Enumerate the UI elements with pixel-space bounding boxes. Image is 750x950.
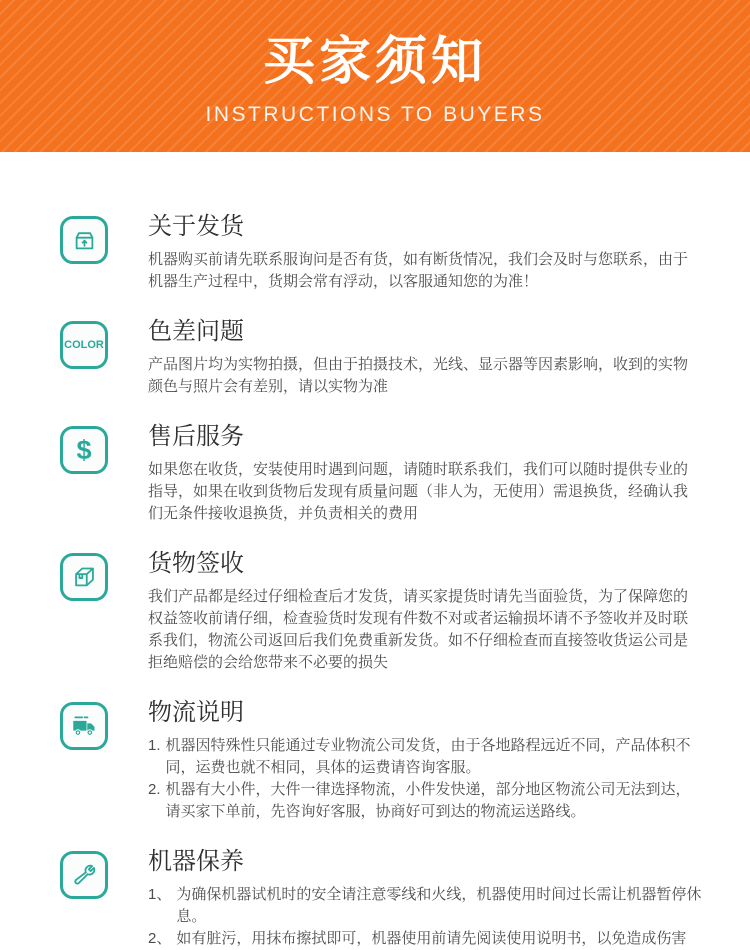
truck-icon (60, 702, 108, 750)
list-marker: 1、 (148, 886, 172, 903)
color-icon-label: COLOR (64, 339, 104, 351)
section-goods-receipt (60, 549, 702, 674)
dollar-icon (60, 426, 108, 474)
color-swatch-icon (60, 321, 108, 369)
list-marker: 2、 (148, 930, 172, 947)
section-body: 如果您在收货，安装使用时遇到问题，请随时联系我们，我们可以随时提供专业的指导，如果在收到货物后发现有质量问题（非人为，无使用）需退换货，经确认我们无条件接收退换货，并负责相关的费用 (148, 461, 689, 522)
section-title: 货物签收 (148, 550, 244, 577)
section-title: 物流说明 (148, 699, 244, 726)
section-color-difference (60, 317, 702, 398)
section-logistics (60, 698, 702, 823)
list-item (148, 735, 702, 779)
header-banner (0, 0, 750, 152)
list-marker: 2. (148, 781, 161, 798)
section-shipping (60, 212, 702, 293)
box-3d-icon (60, 553, 108, 601)
section-after-sales (60, 422, 702, 525)
dollar-icon-label: $ (76, 434, 92, 465)
package-icon (60, 216, 108, 264)
section-title: 关于发货 (148, 213, 244, 240)
section-body (148, 735, 702, 823)
list-marker: 1. (148, 737, 161, 754)
section-body: 我们产品都是经过仔细检查后才发货，请买家提货时请先当面验货，为了保障您的权益签收前请仔细，检查验货时发现有件数不对或者运输损坏请不予签收并及时联系我们，物流公司返回后我们免费重新发货。如不仔细检查而直接签收货运公司是拒绝赔偿的会给您带来不必要的损失 (148, 588, 689, 671)
list-text: 机器有大小件，大件一律选择物流，小件发快递，部分地区物流公司无法到达，请买家下单前，先咨询好客服，协商好可到达的物流运送路线。 (165, 781, 691, 820)
page-title: 买家须知 (262, 33, 487, 91)
list-text: 机器因特殊性只能通过专业物流公司发货，由于各地路程远近不同，产品体积不同，运费也就不相同，具体的运费请咨询客服。 (165, 737, 691, 776)
wrench-icon (60, 851, 108, 899)
list-item (148, 884, 702, 928)
section-title: 机器保养 (148, 848, 244, 875)
list-text: 如有脏污，用抹布擦拭即可，机器使用前请先阅读使用说明书，以免造成伤害 (176, 930, 687, 947)
section-title: 色差问题 (148, 318, 244, 345)
section-body (148, 884, 702, 950)
list-item (148, 928, 702, 950)
section-maintenance (60, 847, 702, 950)
section-title: 售后服务 (148, 423, 244, 450)
page-subtitle: INSTRUCTIONS TO BUYERS (205, 103, 545, 127)
notice-sections (0, 152, 750, 950)
section-body: 产品图片均为实物拍摄，但由于拍摄技术，光线、显示器等因素影响，收到的实物颜色与照片会有差别，请以实物为准 (148, 356, 689, 395)
section-body: 机器购买前请先联系服询问是否有货，如有断货情况，我们会及时与您联系，由于机器生产过程中，货期会常有浮动，以客服通知您的为准！ (148, 251, 689, 290)
list-text: 为确保机器试机时的安全请注意零线和火线，机器使用时间过长需让机器暂停休息。 (176, 886, 702, 925)
list-item (148, 779, 702, 823)
